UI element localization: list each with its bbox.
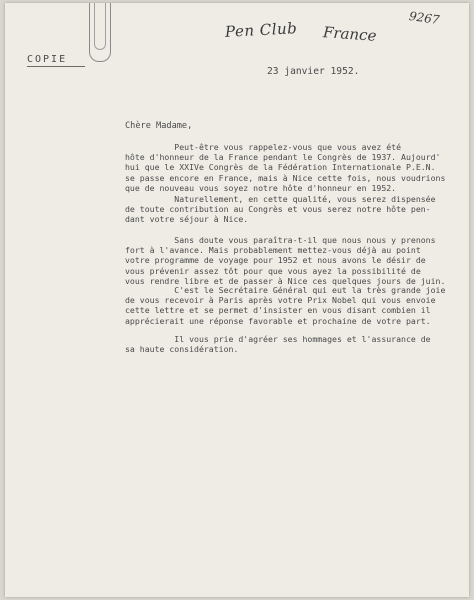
handwritten-club-note: Pen Club (224, 19, 298, 41)
paragraph-3: Sans doute vous paraîtra-t-il que nous nous y prenons fort à l'avance. Mais probablement mettez-vous déjà au point votre programme de voyage pour 1952 et nous avons le désir de vous prévenir assez tôt pour que vous ayez la possibilité de vous rendre libre et de passer à Nice ces quelques jours de juin. (125, 235, 446, 286)
letter-page (5, 3, 469, 597)
paragraph-1: Peut-être vous rappelez-vous que vous avez été hôte d'honneur de la France pendant le Congrès de 1937. Aujourd' hui que le XXIVe Congrès de la Fédération Internationale P.E.N. se passe encore en France, mais à Nice cette fois, nous voudrions que de nouveau vous soyez notre hôte d'honneur en 1952. (125, 142, 446, 193)
salutation: Chère Madame, (125, 121, 193, 131)
paper-clip-inner (94, 3, 106, 50)
paragraph-4: C'est le Secrétaire Général qui eut la très grande joie de vous recevoir à Paris après votre Prix Nobel qui vous envoie cette lettre et se permet d'insister en vous disant combien il apprécierait une réponse favorable et prochaine de votre part. (125, 285, 446, 326)
letter-date: 23 janvier 1952. (267, 66, 360, 77)
paragraph-2: Naturellement, en cette qualité, vous serez dispensée de toute contribution au Congrès et vous serez notre hôte pen- dant votre séjour à Nice. (125, 194, 436, 225)
copy-label: COPIE (27, 54, 68, 65)
paragraph-5: Il vous prie d'agréer ses hommages et l'assurance de sa haute considération. (125, 334, 431, 355)
handwritten-archive-number: 9267 (408, 8, 441, 28)
handwritten-country-note: France (322, 23, 378, 45)
copy-label-underline (27, 66, 85, 67)
